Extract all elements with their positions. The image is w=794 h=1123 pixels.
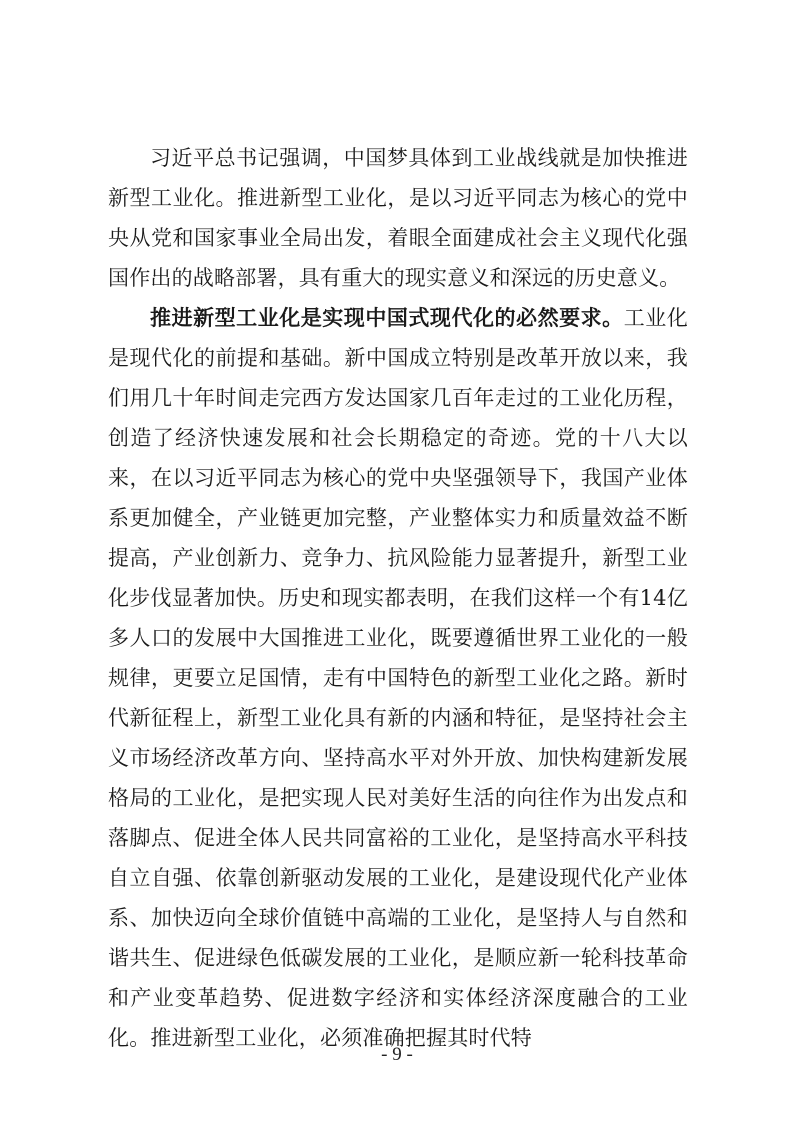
paragraph-2-lead: 推进新型工业化是实现中国式现代化的必然要求。 (150, 305, 624, 330)
paragraph-1 (108, 138, 688, 298)
paragraph-1-text: 习近平总书记强调，中国梦具体到工业战线就是加快推进新型工业化。推进新型工业化，是以习近平同志为核心的党中央从党和国家事业全局出发，着眼全面建成社会主义现代化强国作出的战略部署，具有重大的现实意义和深远的历史意义。 (108, 146, 688, 290)
paragraph-2-text: 工业化是现代化的前提和基础。新中国成立特别是改革开放以来，我们用几十年时间走完西方发达国家几百年走过的工业化历程，创造了经济快速发展和社会长期稳定的奇迹。党的十八大以来，在以习近平同志为核心的党中央坚强领导下，我国产业体系更加健全，产业链更加完整，产业整体实力和质量效益不断提高，产业创新力、竞争力、抗风险能力显著提升，新型工业化步伐显著加快。历史和现实都表明，在我们这样一个有14亿多人口的发展中大国推进工业化，既要遵循世界工业化的一般规律，更要立足国情，走有中国特色的新型工业化之路。新时代新征程上，新型工业化具有新的内涵和特征，是坚持社会主义市场经济改革方向、坚持高水平对外开放、加快构建新发展格局的工业化，是把实现人民对美好生活的向往作为出发点和落脚点、促进全体人民共同富裕的工业化，是坚持高水平科技自立自强、依靠创新驱动发展的工业化，是建设现代化产业体系、加快迈向全球价值链中高端的工业化，是坚持人与自然和谐共生、促进绿色低碳发展的工业化，是顺应新一轮科技革命和产业变革趋势、促进数字经济和实体经济深度融合的工业化。推进新型工业化，必须准确把握其时代特 (108, 306, 688, 1050)
page-number: - 9 - (381, 1044, 413, 1065)
paragraph-2 (108, 298, 688, 1058)
body-text (108, 138, 688, 1058)
